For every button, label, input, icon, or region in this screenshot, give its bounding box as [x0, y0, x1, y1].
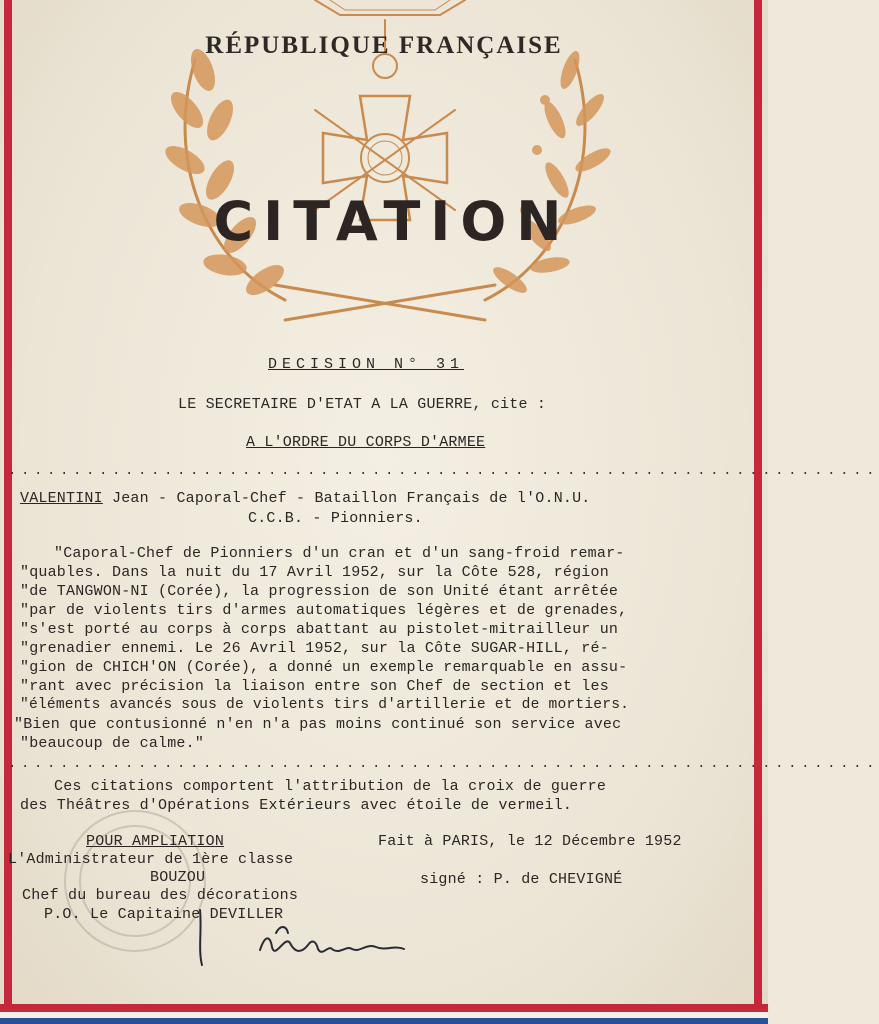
attribution-line-2: des Théâtres d'Opérations Extérieurs avec étoile de vermeil.	[20, 797, 573, 814]
order-line: A L'ORDRE DU CORPS D'ARMEE	[246, 434, 486, 451]
citation-line-3: "de TANGWON-NI (Corée), la progression de son Unité étant arrêtée	[20, 583, 619, 600]
handwritten-signature	[190, 905, 420, 975]
citation-line-9: "éléments avancés sous de violents tirs d'artillerie et de mortiers.	[20, 697, 630, 713]
tricolor-border-right	[754, 0, 762, 1024]
soldier-details: Jean - Caporal-Chef - Bataillon Français de l'O.N.U.	[102, 490, 591, 507]
administrator-title: L'Administrateur de 1ère classe	[8, 851, 294, 868]
citation-line-6: "grenadier ennemi. Le 26 Avril 1952, sur la Côte SUGAR-HILL, ré-	[20, 640, 609, 657]
soldier-unit: C.C.B. - Pionniers.	[248, 510, 423, 527]
attribution-line-1: Ces citations comportent l'attribution de la croix de guerre	[54, 778, 607, 795]
citation-title: CITATION	[213, 190, 572, 253]
soldier-line	[20, 490, 591, 507]
citation-line-11: "beaucoup de calme."	[20, 735, 205, 752]
citation-line-2: "quables. Dans la nuit du 17 Avril 1952, sur la Côte 528, région	[20, 564, 609, 581]
soldier-name: VALENTINI	[20, 490, 103, 507]
citation-line-10: "Bien que contusionné n'en n'a pas moins continué son service avec	[14, 716, 622, 733]
citation-line-8: "rant avec précision la liaison entre son Chef de section et les	[20, 678, 609, 695]
po-captain: P.O. Le Capitaine DEVILLER	[44, 906, 284, 923]
republic-heading: RÉPUBLIQUE FRANÇAISE	[205, 32, 563, 59]
separator-top: ...................................................................	[8, 463, 879, 479]
administrator-name: BOUZOU	[150, 869, 206, 886]
citation-line-4: "par de violents tirs d'armes automatiques légères et de grenades,	[20, 602, 628, 619]
citation-line-5: "s'est porté au corps à corps abattant au pistolet-mitrailleur un	[20, 621, 619, 638]
decision-number: DECISION N° 31	[268, 356, 465, 373]
bureau-title: Chef du bureau des décorations	[22, 887, 299, 904]
separator-bottom: ...................................................................	[8, 756, 879, 772]
citation-line-1: "Caporal-Chef de Pionniers d'un cran et d'un sang-froid remar-	[54, 545, 625, 562]
pour-ampliation: POUR AMPLIATION	[86, 833, 225, 850]
place-date: Fait à PARIS, le 12 Décembre 1952	[378, 833, 682, 850]
tricolor-border-left	[4, 0, 12, 1024]
tricolor-border-bottom-red	[0, 1004, 768, 1012]
authority-line: LE SECRETAIRE D'ETAT A LA GUERRE, cite :	[178, 396, 547, 413]
tricolor-border-bottom-blue	[0, 1018, 768, 1024]
citation-line-7: "gion de CHICH'ON (Corée), a donné un exemple remarquable en assu-	[20, 659, 628, 676]
signed-by: signé : P. de CHEVIGNÉ	[420, 871, 623, 888]
